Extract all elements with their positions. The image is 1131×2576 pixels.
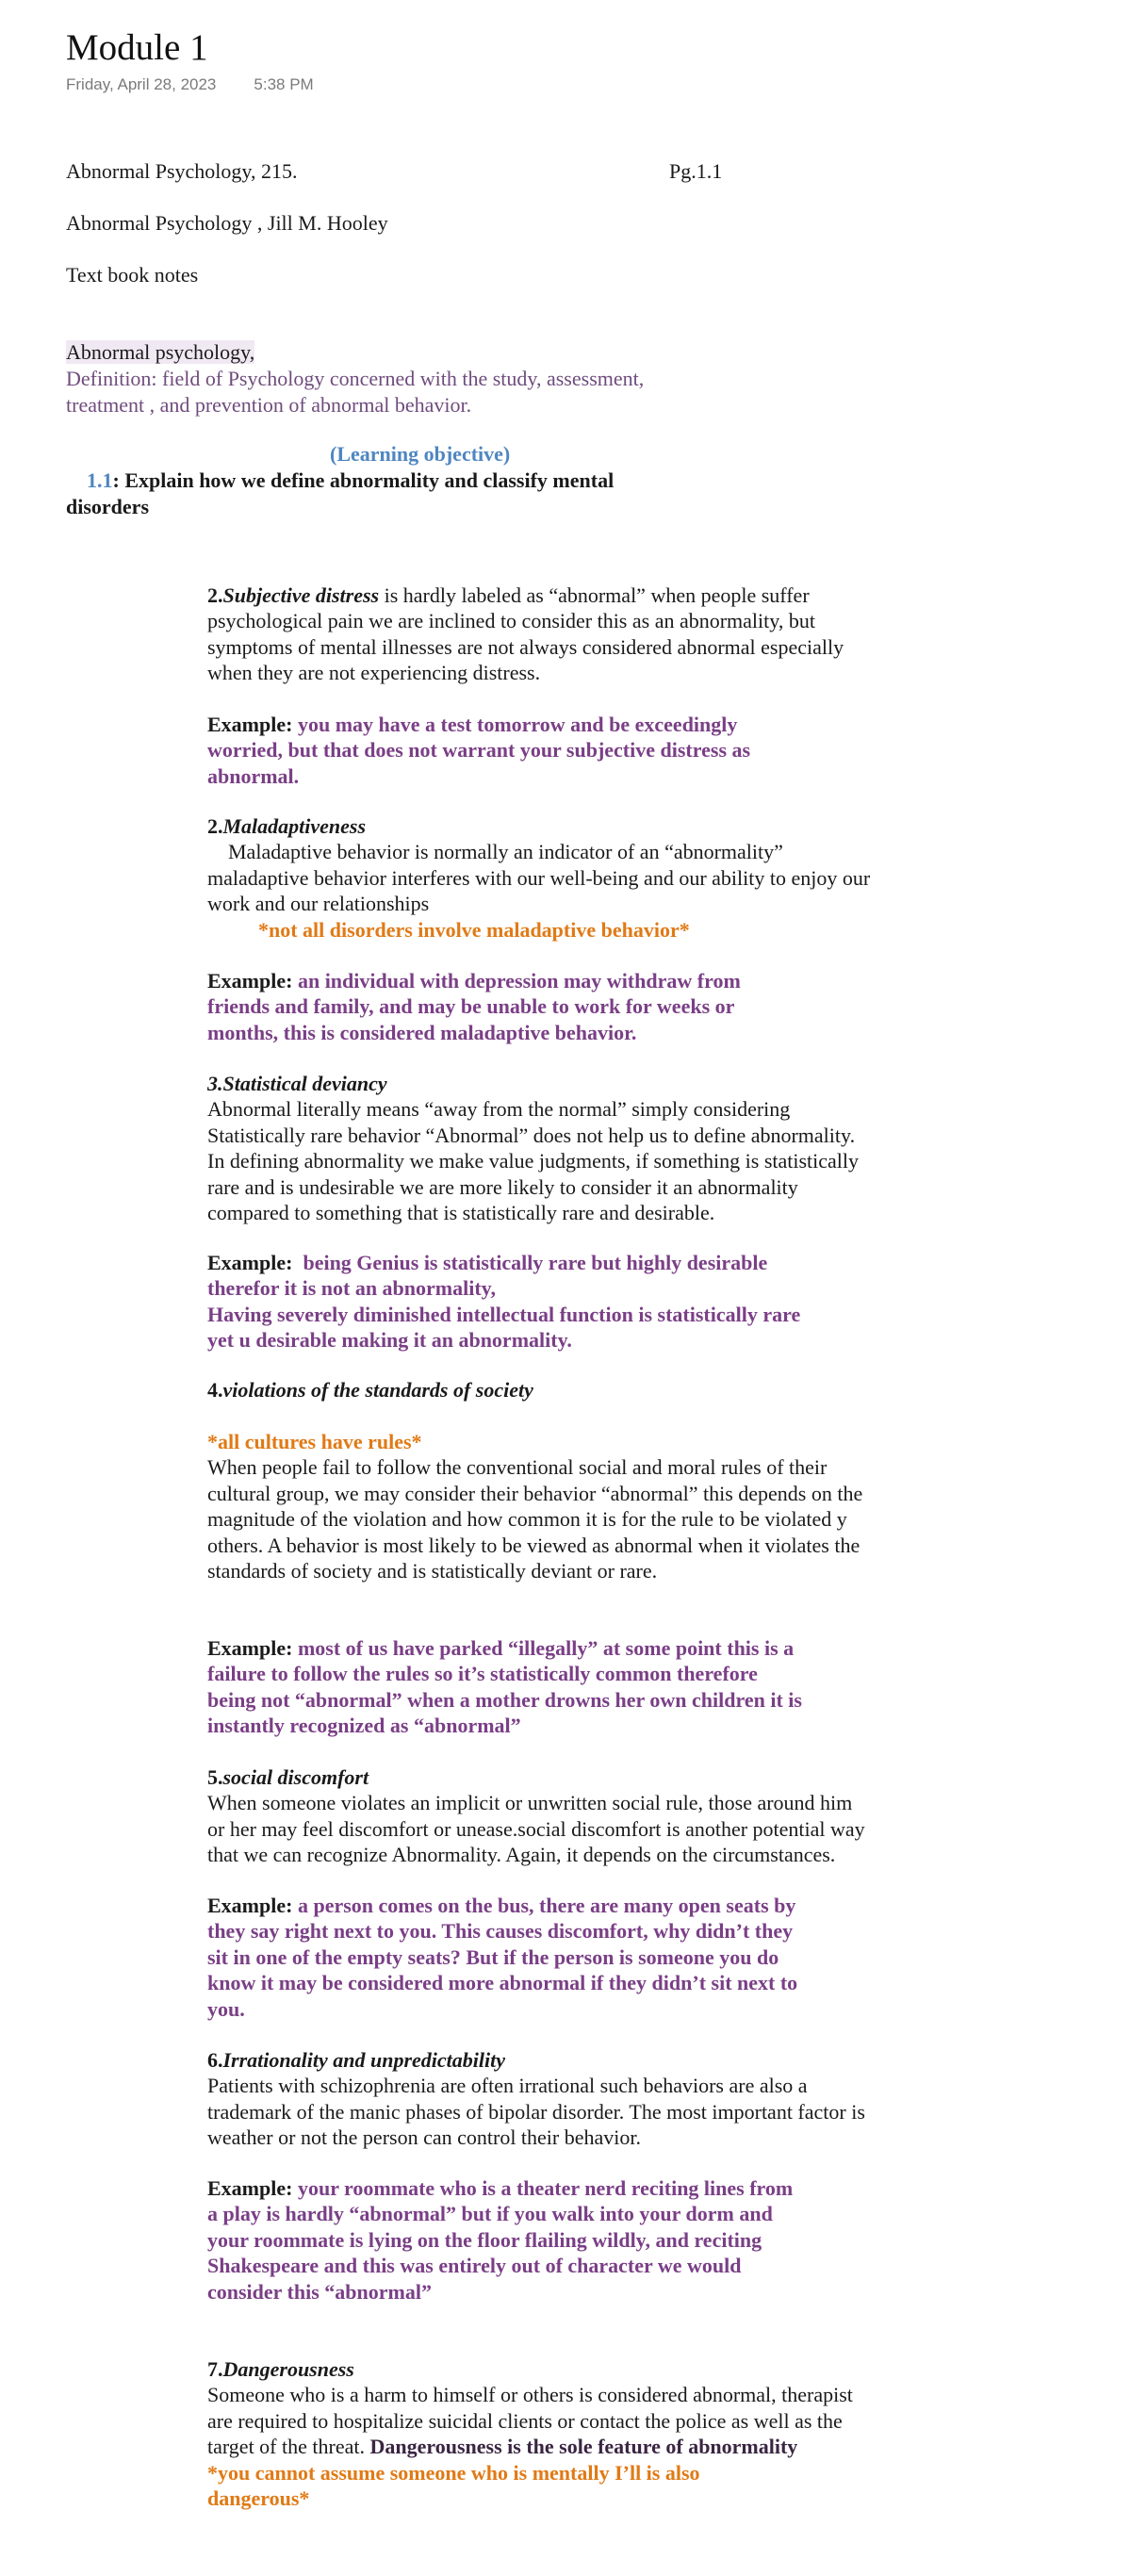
- example-maladaptiveness: [207, 968, 933, 1045]
- example-line: your roommate who is a theater nerd reciting lines from: [292, 2176, 794, 2200]
- section-title: Irrationality and unpredictability: [222, 2048, 505, 2072]
- example-line: Shakespeare and this was entirely out of character we would: [207, 2254, 742, 2278]
- definition-block: [66, 339, 644, 418]
- definition-text-2: treatment , and prevention of abnormal behavior.: [66, 393, 472, 417]
- example-line: sit in one of the empty seats? But if the person is someone you do: [207, 1944, 779, 1969]
- example-social-discomfort: [207, 1893, 933, 2022]
- example-line: instantly recognized as “abnormal”: [207, 1714, 521, 1738]
- example-label: Example:: [207, 2176, 293, 2200]
- objective-text-1: : Explain how we define abnormality and classify mental: [112, 468, 615, 492]
- note-line: dangerous*: [207, 2486, 310, 2511]
- book-line: Abnormal Psychology , Jill M. Hooley: [66, 211, 388, 235]
- example-line: a person comes on the bus, there are many open seats by: [292, 1894, 796, 1917]
- definition-text-1: field of Psychology concerned with the study, assessment,: [162, 367, 645, 390]
- page-reference: Pg.1.1: [669, 159, 723, 183]
- example-label: Example:: [207, 969, 293, 993]
- example-line: abnormal.: [207, 763, 300, 788]
- example-label: Example:: [207, 1894, 293, 1917]
- body-line: that we can recognize Abnormality. Again, it depends on the circumstances.: [207, 1843, 836, 1867]
- definition-term: Abnormal psychology,: [66, 340, 255, 364]
- body-line: trademark of the manic phases of bipolar disorder. The most important factor is: [207, 2099, 865, 2124]
- section-number: 6.: [207, 2048, 223, 2072]
- body-line: When people fail to follow the conventional social and moral rules of their: [207, 1455, 828, 1480]
- example-line: you may have a test tomorrow and be exceedingly: [292, 713, 738, 736]
- section-violations: [207, 1377, 933, 1403]
- section-number: 5.: [207, 1765, 223, 1789]
- example-statistical-deviancy: [207, 1250, 933, 1354]
- example-line: a play is hardly “abnormal” but if you walk into your dorm and: [207, 2202, 773, 2226]
- page-date: Friday, April 28, 2023: [66, 75, 217, 93]
- body-line: When someone violates an implicit or unwritten social rule, those around him: [207, 1791, 853, 1815]
- body-line: others. A behavior is most likely to be viewed as abnormal when it violates the: [207, 1533, 861, 1557]
- course-line: Abnormal Psychology, 215.: [66, 159, 298, 183]
- body-line: is hardly labeled as “abnormal” when people suffer: [379, 583, 810, 607]
- example-line: an individual with depression may withdraw from: [292, 969, 741, 993]
- page-time: 5:38 PM: [254, 75, 314, 93]
- section-maladaptiveness: [207, 813, 933, 943]
- section-title: Statistical deviancy: [222, 1072, 387, 1095]
- body-line: symptoms of mental illnesses are not always considered abnormal especially: [207, 634, 844, 659]
- section-title: violations of the standards of society: [222, 1378, 533, 1402]
- body-line: Maladaptive behavior is normally an indicator of an “abnormality”: [207, 840, 783, 864]
- section-number: 7.: [207, 2357, 223, 2381]
- body-line: Someone who is a harm to himself or others is considered abnormal, therapist: [207, 2383, 853, 2407]
- example-line: you.: [207, 1996, 245, 2021]
- example-line: know it may be considered more abnormal if they didn’t sit next to: [207, 1971, 798, 1995]
- section-subjective-distress: [207, 582, 933, 686]
- section-social-discomfort: [207, 1764, 933, 1868]
- example-line: failure to follow the rules so it’s statistically common therefore: [207, 1662, 758, 1686]
- example-irrationality: [207, 2175, 933, 2305]
- section-title: Subjective distress: [222, 583, 380, 607]
- section-title: Dangerousness: [222, 2357, 354, 2381]
- example-line: consider this “abnormal”: [207, 2279, 432, 2304]
- body-line: psychological pain we are inclined to consider this as an abnormality, but: [207, 609, 815, 633]
- body-line: In defining abnormality we make value judgments, if something is statistically: [207, 1149, 860, 1173]
- objective-text-2: disorders: [66, 495, 149, 518]
- section-irrationality: [207, 2047, 933, 2151]
- example-label: Example:: [207, 713, 293, 736]
- body-line: maladaptive behavior interferes with our well-being and our ability to enjoy our: [207, 865, 871, 890]
- example-label: Example:: [207, 1251, 293, 1274]
- section-dangerousness: [207, 2356, 933, 2511]
- example-line: therefor it is not an abnormality,: [207, 1276, 496, 1301]
- example-line: being not “abnormal” when a mother drowns her own children it is: [207, 1687, 802, 1712]
- learning-objective-label: (Learning objective): [330, 442, 511, 466]
- body-line: compared to something that is statistically rare and desirable.: [207, 1201, 715, 1225]
- example-line: your roommate is lying on the floor flailing wildly, and reciting: [207, 2227, 762, 2252]
- body-line: rare and is undesirable we are more likely to consider it an abnormality: [207, 1174, 798, 1199]
- example-line: being Genius is statistically rare but highly desirable: [292, 1251, 768, 1274]
- example-violations: [207, 1635, 933, 1739]
- body-line: or her may feel discomfort or unease.social discomfort is another potential way: [207, 1816, 865, 1841]
- body-line: Abnormal literally means “away from the normal” simply considering: [207, 1097, 791, 1122]
- page-timestamp: [66, 75, 314, 94]
- example-line: yet u desirable making it an abnormality.: [207, 1328, 572, 1353]
- section-number: 3.: [207, 1072, 223, 1095]
- section-number: 4.: [207, 1378, 223, 1402]
- bold-statement: Dangerousness is the sole feature of abnormality: [369, 2435, 798, 2459]
- example-line: months, this is considered maladaptive behavior.: [207, 1020, 637, 1044]
- body-line: are required to hospitalize suicidal clients or contact the police as well as the: [207, 2408, 843, 2433]
- body-line: weather or not the person can control their behavior.: [207, 2125, 642, 2150]
- example-line: Having severely diminished intellectual function is statistically rare: [207, 1302, 801, 1326]
- example-line: worried, but that does not warrant your subjective distress as: [207, 738, 751, 763]
- section-violations-body: [207, 1429, 933, 1583]
- page-title: Module 1: [66, 27, 208, 68]
- example-line: friends and family, and may be unable to work for weeks or: [207, 994, 735, 1019]
- body-line: magnitude of the violation and how common it is for the rule to be violated y: [207, 1507, 847, 1532]
- example-line: most of us have parked “illegally” at some point this is a: [292, 1636, 795, 1660]
- example-label: Example:: [207, 1636, 293, 1660]
- note-line: *all cultures have rules*: [207, 1430, 422, 1453]
- body-line: cultural group, we may consider their behavior “abnormal” this depends on the: [207, 1481, 863, 1505]
- body-line: standards of society and is statistically deviant or rare.: [207, 1559, 658, 1583]
- body-line: target of the threat.: [207, 2435, 370, 2459]
- body-line: when they are not experiencing distress.: [207, 661, 541, 685]
- note-line: *not all disorders involve maladaptive behavior*: [258, 917, 690, 942]
- example-subjective-distress: [207, 712, 933, 789]
- body-line: work and our relationships: [207, 892, 430, 916]
- body-line: Statistically rare behavior “Abnormal” does not help us to define abnormality.: [207, 1123, 856, 1147]
- body-line: Patients with schizophrenia are often irrational such behaviors are also a: [207, 2074, 808, 2098]
- example-line: they say right next to you. This causes discomfort, why didn’t they: [207, 1919, 794, 1944]
- section-title: social discomfort: [222, 1765, 369, 1789]
- section-number: 2.: [207, 583, 223, 607]
- section-statistical-deviancy: [207, 1071, 933, 1225]
- note-line: *you cannot assume someone who is mentally I’ll is also: [207, 2460, 700, 2485]
- section-title: Maladaptiveness: [222, 814, 367, 838]
- learning-objective: [66, 468, 614, 520]
- definition-label: Definition:: [66, 367, 157, 390]
- objective-number: 1.1: [87, 468, 113, 492]
- section-number: 2.: [207, 814, 223, 838]
- notes-line: Text book notes: [66, 263, 199, 287]
